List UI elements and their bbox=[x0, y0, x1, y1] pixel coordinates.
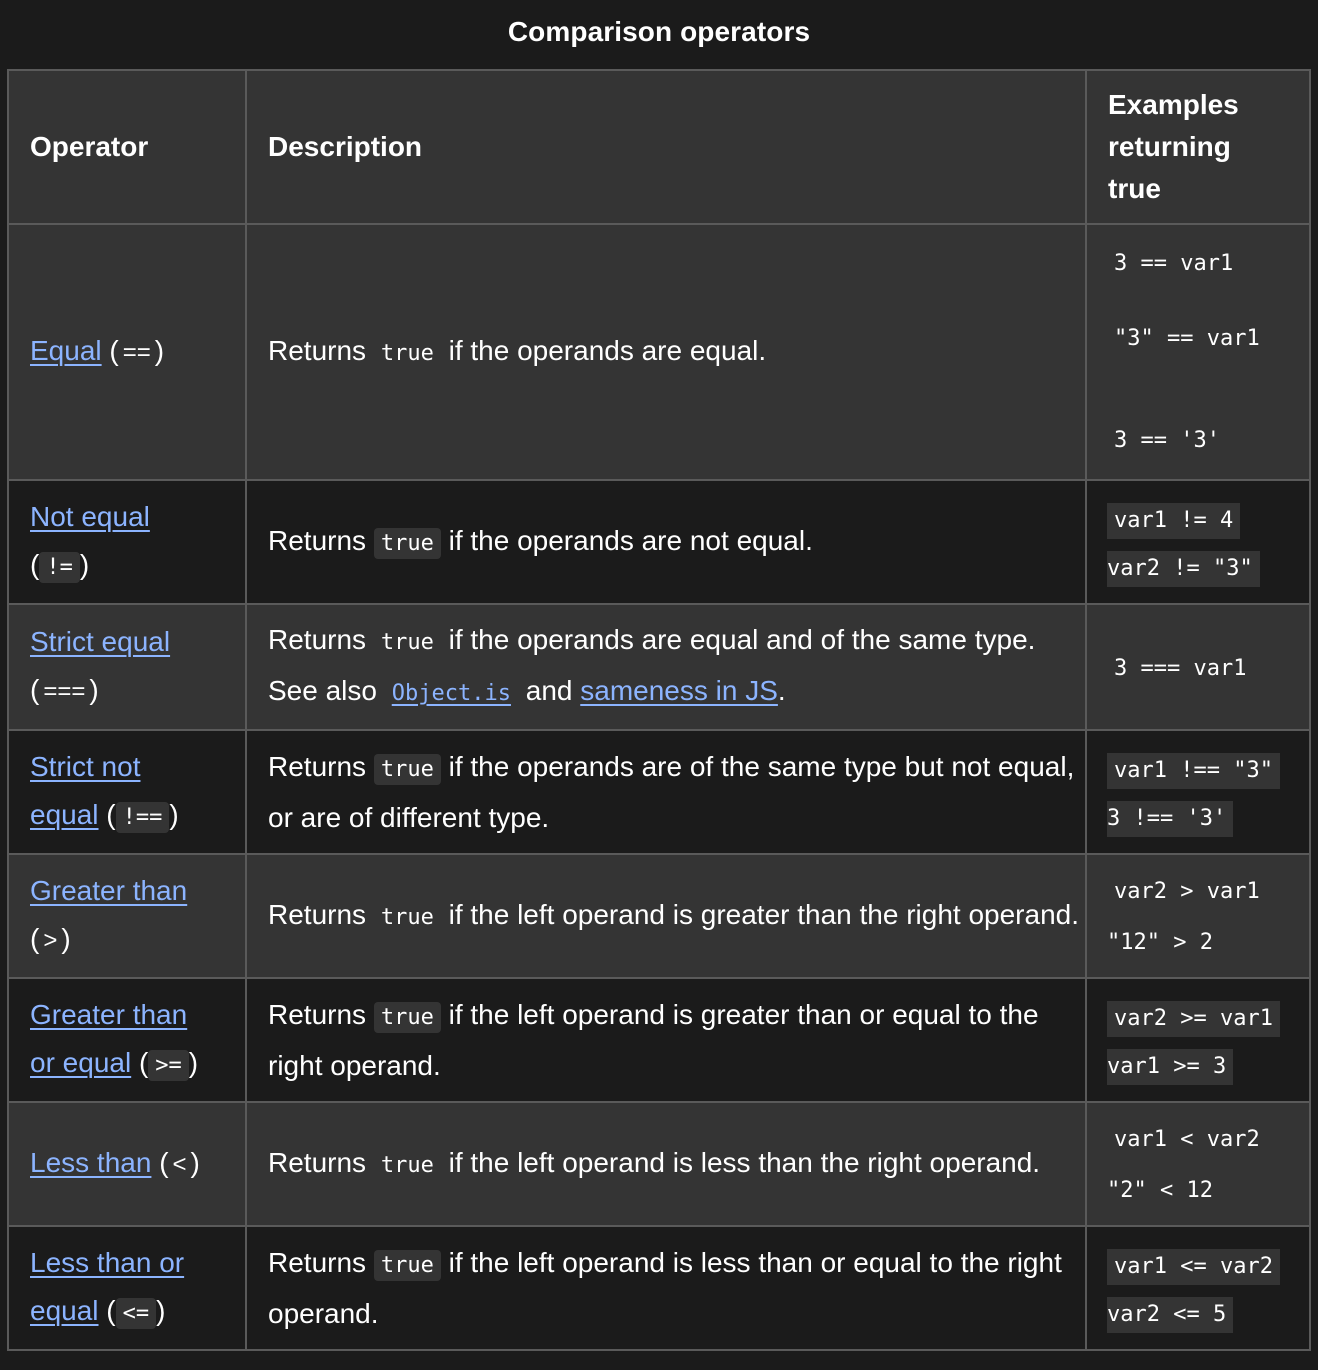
table-row bbox=[8, 978, 1310, 1102]
operator-cell: Strict not equal ( !== ) bbox=[8, 730, 246, 854]
description-text: . bbox=[777, 675, 786, 706]
examples-cell bbox=[1086, 224, 1310, 480]
greater-than-or-equal-link[interactable]: Greater than bbox=[30, 998, 188, 1030]
description-text: Returns bbox=[268, 524, 367, 556]
less-than-or-equal-link[interactable]: Less than or bbox=[30, 1246, 185, 1278]
example-code: 3 === var1 bbox=[1114, 655, 1247, 681]
table-row bbox=[8, 730, 1310, 854]
examples-cell bbox=[1086, 480, 1310, 604]
description-text: Returns bbox=[268, 998, 367, 1030]
examples-cell bbox=[1086, 978, 1310, 1102]
example-code: var2 >= var1 bbox=[1107, 1001, 1280, 1037]
operator-symbol: == bbox=[122, 339, 151, 366]
description-cell bbox=[246, 854, 1086, 978]
table-caption: Comparison operators bbox=[507, 16, 811, 47]
description-cell bbox=[246, 480, 1086, 604]
code-true: true bbox=[374, 1002, 441, 1033]
less-than-or-equal-link[interactable]: equal bbox=[30, 1294, 99, 1326]
code-true: true bbox=[380, 1152, 434, 1178]
operator-symbol: <= bbox=[116, 1298, 157, 1329]
description-text: Returns bbox=[268, 624, 367, 655]
example-code: var1 != 4 bbox=[1107, 503, 1240, 539]
header-examples bbox=[1086, 70, 1310, 224]
table-row bbox=[8, 224, 1310, 480]
description-text: if the operands are of the same type but not equal, or are of different type. bbox=[268, 750, 1075, 833]
description-cell bbox=[246, 1102, 1086, 1226]
operator-cell: Less than ( < ) bbox=[8, 1102, 246, 1226]
description-text: Returns bbox=[268, 334, 367, 366]
examples-cell bbox=[1086, 1226, 1310, 1350]
operator-cell: Less than or equal ( <= ) bbox=[8, 1226, 246, 1350]
operator-symbol: > bbox=[43, 927, 58, 954]
comparison-operators-table bbox=[7, 69, 1311, 1351]
example-code: 3 == var1 bbox=[1114, 250, 1234, 276]
description-cell bbox=[246, 224, 1086, 480]
description-text: if the left operand is greater than or equal to the right operand. bbox=[268, 998, 1039, 1081]
code-true: true bbox=[374, 528, 441, 559]
strict-not-equal-link[interactable]: equal bbox=[30, 798, 99, 830]
description-text: Returns bbox=[268, 750, 367, 782]
table-row bbox=[8, 854, 1310, 978]
code-true: true bbox=[374, 1250, 441, 1281]
operator-cell: Not equal ( != ) bbox=[8, 480, 246, 604]
description-cell bbox=[246, 730, 1086, 854]
description-cell bbox=[246, 1226, 1086, 1350]
table-row bbox=[8, 480, 1310, 604]
example-code: "2" < 12 bbox=[1107, 1178, 1213, 1203]
example-code: "3" == var1 bbox=[1114, 325, 1260, 351]
description-text: if the left operand is less than or equal to the right operand. bbox=[268, 1246, 1062, 1329]
example-code: var1 <= var2 bbox=[1107, 1249, 1280, 1285]
operator-cell: Greater than or equal ( >= ) bbox=[8, 978, 246, 1102]
example-code: var1 >= 3 bbox=[1107, 1049, 1233, 1085]
description-text: Returns bbox=[268, 1146, 367, 1178]
examples-cell bbox=[1086, 730, 1310, 854]
header-description: Description bbox=[246, 70, 1086, 224]
description-text: if the left operand is less than the right operand. bbox=[448, 1146, 1041, 1178]
example-code: var1 < var2 bbox=[1114, 1127, 1260, 1152]
object-is-link[interactable]: Object.is bbox=[391, 681, 511, 706]
strict-equal-link[interactable]: Strict equal bbox=[30, 626, 171, 657]
description-cell bbox=[246, 978, 1086, 1102]
operator-symbol: !== bbox=[116, 802, 170, 833]
operator-cell: Greater than ( > ) bbox=[8, 854, 246, 978]
code-true: true bbox=[374, 754, 441, 785]
operator-symbol: === bbox=[43, 678, 86, 705]
description-cell bbox=[246, 604, 1086, 730]
example-code: "12" > 2 bbox=[1107, 930, 1213, 955]
operator-cell: Equal ( == ) bbox=[8, 224, 246, 480]
code-true: true bbox=[380, 340, 434, 366]
examples-cell bbox=[1086, 604, 1310, 730]
header-operator: Operator bbox=[8, 70, 246, 224]
less-than-link[interactable]: Less than bbox=[30, 1147, 152, 1178]
not-equal-link[interactable]: Not equal bbox=[30, 500, 150, 532]
example-code: var2 > var1 bbox=[1114, 879, 1260, 904]
example-code: var1 !== "3" bbox=[1107, 753, 1280, 789]
operator-symbol: >= bbox=[148, 1050, 189, 1081]
table-row bbox=[8, 604, 1310, 730]
code-true: true bbox=[380, 904, 434, 930]
description-text: if the left operand is greater than the right operand. bbox=[448, 898, 1080, 930]
example-code: 3 == '3' bbox=[1114, 427, 1220, 453]
description-text: if the operands are equal and of the same type. See also bbox=[268, 624, 1036, 706]
operator-cell: Strict equal ( === ) bbox=[8, 604, 246, 730]
operator-symbol: < bbox=[172, 1151, 187, 1178]
example-code: 3 !== '3' bbox=[1107, 801, 1233, 837]
example-code: var2 != "3" bbox=[1107, 551, 1260, 587]
table-row bbox=[8, 1226, 1310, 1350]
greater-than-link[interactable]: Greater than bbox=[30, 875, 188, 906]
code-true: true bbox=[380, 630, 434, 655]
equal-link[interactable]: Equal bbox=[30, 335, 102, 366]
strict-not-equal-link[interactable]: Strict not bbox=[30, 750, 141, 782]
examples-cell bbox=[1086, 854, 1310, 978]
description-text: and bbox=[525, 675, 573, 706]
description-text: if the operands are equal. bbox=[448, 334, 767, 366]
description-text: Returns bbox=[268, 898, 367, 930]
sameness-in-js-link[interactable]: sameness in JS bbox=[580, 675, 778, 706]
header-examples-label: Examples returning true bbox=[1108, 89, 1239, 204]
example-code: var2 <= 5 bbox=[1107, 1297, 1233, 1333]
greater-than-or-equal-link[interactable]: or equal bbox=[30, 1046, 132, 1078]
operator-symbol: != bbox=[39, 552, 80, 583]
examples-cell bbox=[1086, 1102, 1310, 1226]
description-text: if the operands are not equal. bbox=[448, 524, 813, 556]
table-row bbox=[8, 1102, 1310, 1226]
description-text: Returns bbox=[268, 1246, 367, 1278]
